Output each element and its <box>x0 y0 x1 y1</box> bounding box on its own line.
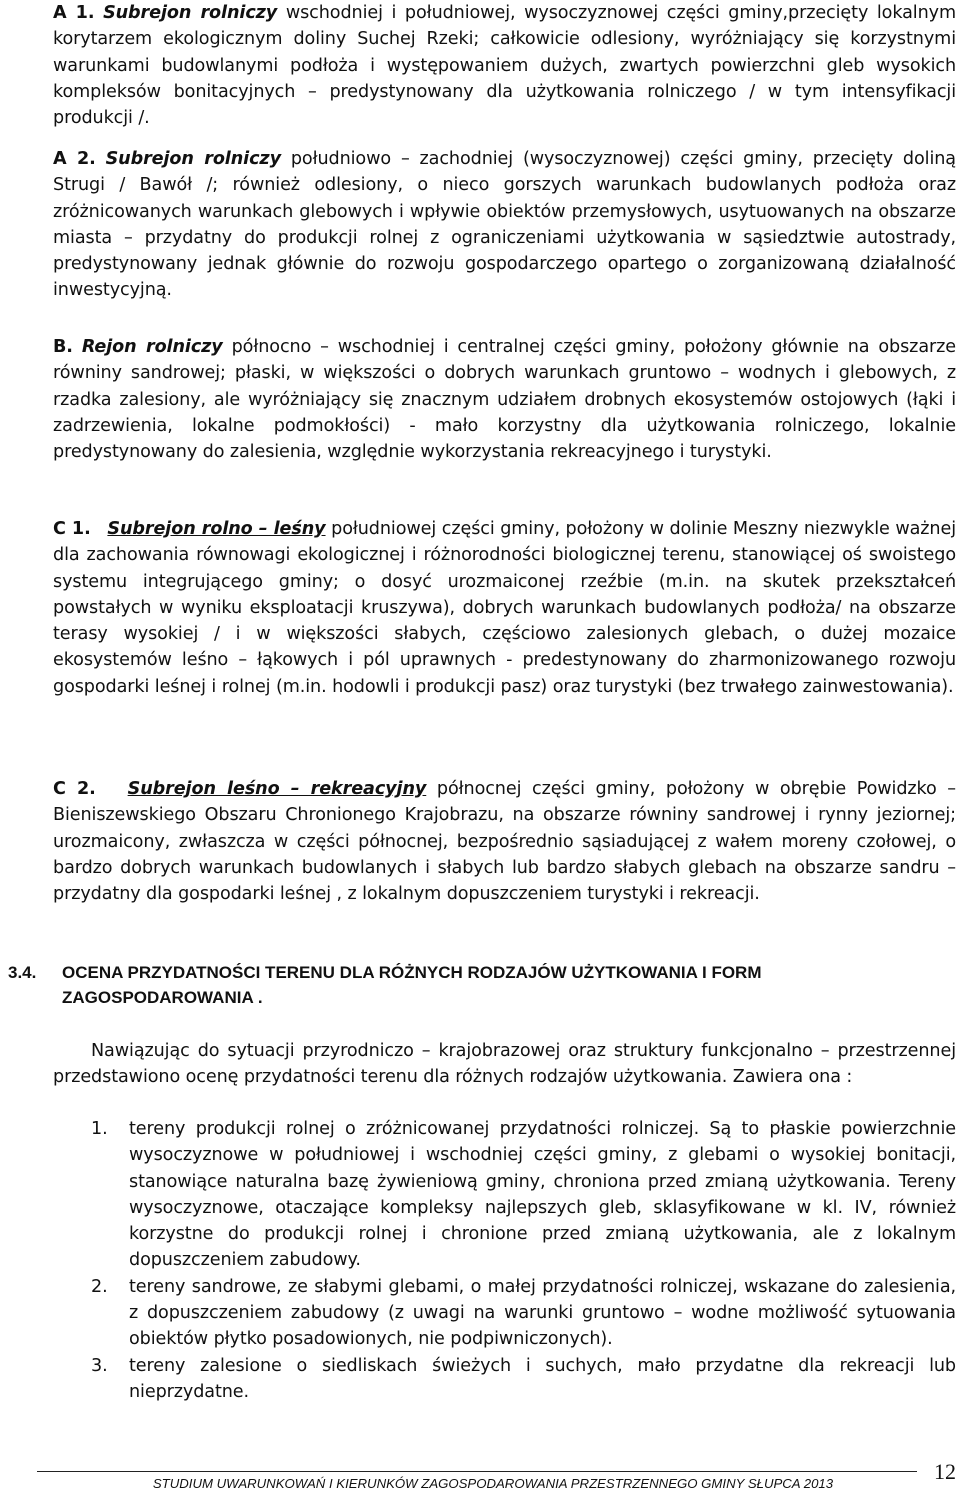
section-a2 <box>53 146 956 304</box>
section-text: południowo – zachodniej (wysoczyznowej) części gminy, przecięty doliną Strugi / Bawół /; również odlesiony, o nieco gorszych warunkach budowlanych podłoża oraz zróżnicowanych warunkach glebowych i wpływie obiektów przemysłowych, usytuowanych na obszarze miasta – przydatny do produkcji rolnej z ograniczeniami użytkowania w sąsiedztwie autostrady, predystynowany jednak głównie do rozwoju gospodarczego opartego o zorganizowaną działalność inwestycyjną. <box>53 149 956 301</box>
list-item <box>53 1353 956 1406</box>
list-item <box>53 1274 956 1353</box>
section-title: Subrejon leśno – rekreacyjny <box>127 779 427 799</box>
section-text: wschodniej i południowej, wysoczyznowej części gminy,przecięty lokalnym korytarzem ekologicznym doliny Suchej Rzeki; całkowicie odlesiony, wyróżniający się korzystnymi warunkami budowlanymi podłoża i występowaniem dużych, zwartych powierzchni gleb wysokich kompleksów bonitacyjnych – predystynowany dla użytkowania rolniczego / w tym intensyfikacji produkcji /. <box>53 3 956 129</box>
list-item-text: tereny produkcji rolnej o zróżnicowanej przydatności rolniczej. Są to płaskie powierzchnie wysoczyznowe w południowej i wschodniej części gminy, z glebami o wysokiej bonitacji, stanowiące naturalna bazę żywieniową gminy, chroniona przed zmianą użytkowania. Tereny wysoczyznowe, otaczające kompleksy najlepszych gleb, sklasyfikowane w kl. IV, również korzystne do produkcji rolnej i chronione przed zmianą użytkowania, ale z lokalnym dopuszczeniem zabudowy. <box>129 1119 956 1271</box>
section-code: B. <box>53 337 73 357</box>
section-c2 <box>53 776 956 907</box>
section-title: Subrejon rolniczy <box>105 149 281 169</box>
section-b <box>53 334 956 465</box>
page-number: 12 <box>934 1459 956 1484</box>
section-text: północnej części gminy, położony w obrębie Powidzko – Bieniszewskiego Obszaru Chronionego Krajobrazu, na obszarze równiny sandrowej i rynny jeziornej; urozmaicony, zwłaszcza w części północnej, bezpośrednio sąsiadującej z wałem moreny czołowej, o bardzo dobrych warunkach budowlanych i słabych lub bardzo słabych glebach na obszarze sandru – przydatny dla gospodarki leśnej , z lokalnym dopuszczeniem turystyki i rekreacji. <box>53 779 957 905</box>
section-title: Subrejon rolniczy <box>103 3 278 23</box>
usage-list <box>53 1116 956 1405</box>
list-item <box>53 1116 956 1274</box>
heading-line1: OCENA PRZYDATNOŚCI TERENU DLA RÓŻNYCH RODZAJÓW UŻYTKOWANIA I FORM <box>62 963 762 982</box>
list-marker: 3. <box>91 1355 108 1376</box>
section-heading <box>8 960 958 1010</box>
section-a1 <box>53 0 956 131</box>
heading-number: 3.4. <box>8 963 37 982</box>
heading-line2: ZAGOSPODAROWANIA . <box>62 988 263 1007</box>
footer-divider <box>37 1471 917 1472</box>
intro-paragraph: Nawiązując do sytuacji przyrodniczo – krajobrazowej oraz struktury funkcjonalno – przestrzennej przedstawiono ocenę przydatności terenu dla różnych rodzajów użytkowania. Zawiera ona : <box>53 1041 956 1088</box>
section-code: A 1. <box>53 3 95 23</box>
section-title: Subrejon rolno – leśny <box>107 519 326 539</box>
section-code: C 1. <box>53 519 91 539</box>
list-item-text: tereny zalesione o siedliskach świeżych i suchych, mało przydatne dla rekreacji lub nieprzydatne. <box>129 1355 956 1402</box>
section-text: północno – wschodniej i centralnej części gminy, położony głównie na obszarze równiny sandrowej; płaski, w większości o dobrych warunkach gruntowo – wodnych i glebowych, z rzadka zalesiony, ale wyróżniający się znacznym udziałem drobnych ekosystemów ostojowych (łąki i zadrzewienia, lokalne podmokłości) - mało korzystny dla użytkowania rolniczego, lokalnie predystynowany do zalesienia, względnie wykorzystania rekreacyjnego i turystyki. <box>53 337 956 463</box>
list-marker: 2. <box>91 1276 108 1297</box>
section-text: południowej części gminy, położony w dolinie Meszny niezwykle ważnej dla zachowania równowagi ekologicznej i różnorodności biologicznej terenu, stanowiącej oś swoistego systemu integrującego gminy; o dosyć urozmaiconej rzeźbie (m.in. na skutek przekształceń powstałych w wyniku eksploatacji kruszywa), dobrych warunkach budowlanych podłoża/ na obszarze terasy wysokiej / i w większości słabych, częściowo zalesionych glebach, o dużej mozaice ekosystemów leśno – łąkowych i pól uprawnych - predestynowany do zharmonizowanego rozwoju gospodarki leśnej i rolnej (m.in. hodowli i produkcji pasz) oraz turystyki (bez trwałego zainwestowania). <box>53 519 956 697</box>
footer-title: STUDIUM UWARUNKOWAŃ I KIERUNKÓW ZAGOSPODAROWANIA PRZESTRZENNEGO GMINY SŁUPCA 2013 <box>152 1476 834 1491</box>
section-code: A 2. <box>53 149 96 169</box>
section-c1 <box>53 516 956 700</box>
list-marker: 1. <box>91 1119 108 1139</box>
list-item-text: tereny sandrowe, ze słabymi glebami, o małej przydatności rolniczej, wskazane do zalesienia, z dopuszczeniem zabudowy (z uwagi na warunki gruntowo – wodne możliwość sytuowania obiektów płytko posadowionych, nie podpiwniczonych). <box>129 1276 956 1350</box>
section-title: Rejon rolniczy <box>81 337 223 357</box>
section-code: C 2. <box>53 779 96 799</box>
